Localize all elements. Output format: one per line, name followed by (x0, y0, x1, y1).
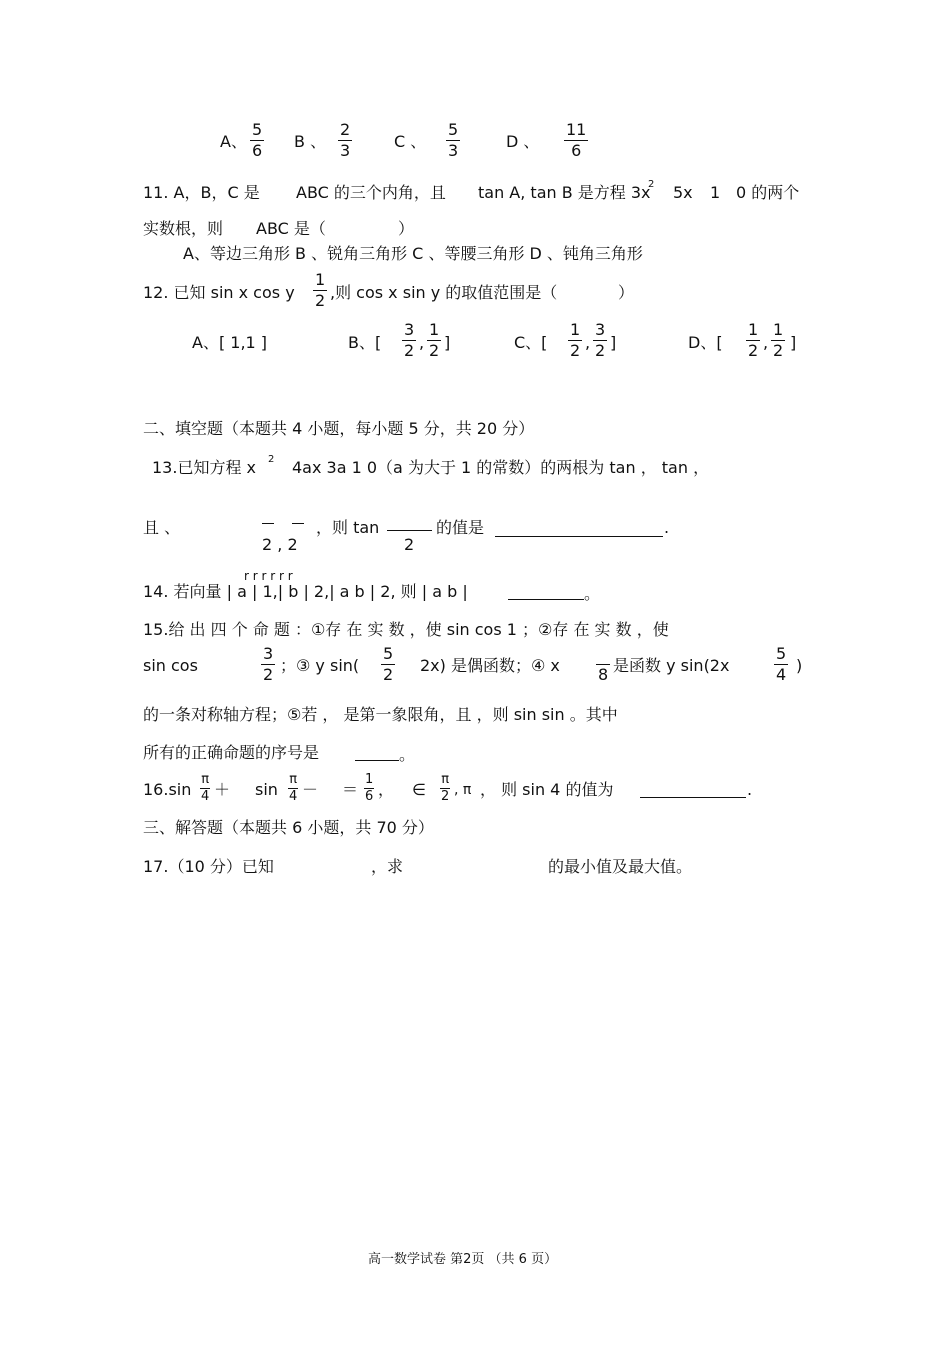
q16-minus: － (302, 780, 319, 799)
q10-option-c-label: C 、 (394, 132, 427, 151)
q13-fraction-bar-1 (262, 523, 274, 524)
q12-option-c-comma: , (585, 333, 591, 352)
q10-option-d-fraction: 11 6 (566, 120, 587, 160)
q12-option-b-label: B、[ (348, 333, 382, 352)
q15-line-3: 的一条对称轴方程；⑤若 ， 是第一象限角，且 ，则 sin sin 。其中 (143, 705, 618, 724)
q16-element-of: ∈ (412, 780, 426, 799)
q11-options: A、等边三角形 B 、锐角三角形 C 、等腰三角形 D 、钝角三角形 (183, 244, 643, 263)
q12-option-a: A、[ 1,1 ] (192, 333, 268, 352)
q16-sin-2: sin (255, 780, 278, 799)
q11-line2-close: ） (398, 219, 415, 238)
q12-option-b-close: ] (444, 333, 451, 352)
q15-line-4: 所有的正确命题的序号是 (143, 743, 320, 762)
q13-stem-start: 13.已知方程 x (152, 458, 257, 477)
q12-option-d-label: D、[ (688, 333, 723, 352)
q12-option-c-fraction-2: 3 2 (595, 320, 606, 360)
q16-answer-blank (640, 797, 746, 798)
q12-stem-fraction: 1 2 (315, 270, 326, 310)
q16-stem: ， 则 sin 4 的值为 (480, 780, 614, 799)
q17-objective: 的最小值及最大值。 (548, 857, 693, 876)
q16-comma: ， (378, 780, 395, 799)
q11-term-5x: 5x (673, 183, 693, 202)
q14-vector-marks: r r r r r r (244, 569, 293, 583)
q13-line2-start: 且 、 (143, 518, 181, 537)
q15-line2-close: ) (796, 656, 803, 675)
q12-option-c-fraction-1: 1 2 (570, 320, 581, 360)
q16-fraction-pi-4-a: π 4 (201, 772, 210, 804)
q16-fraction-1-6: 1 6 (365, 772, 374, 804)
q12-option-d-fraction-2: 1 2 (773, 320, 784, 360)
q10-option-a-label: A、 (220, 132, 247, 151)
q13-line2-value: 的值是 (436, 518, 485, 537)
q12-option-b-fraction-1: 3 2 (404, 320, 415, 360)
q16-plus: ＋ (214, 780, 231, 799)
q15-line4-end: 。 (399, 745, 416, 764)
q11-stem-triangle: ABC 的三个内角，且 (296, 183, 446, 202)
q10-option-b-fraction: 2 3 (340, 120, 351, 160)
q16-interval-end: , π (454, 782, 472, 798)
q12-option-d-fraction-1: 1 2 (748, 320, 759, 360)
q13-line2-period: . (664, 518, 670, 537)
q13-line2-denominators: 2 , 2 (262, 535, 298, 554)
q17-find: ，求 (371, 857, 404, 876)
section-2-heading: 二、填空题（本题共 4 小题，每小题 5 分，共 20 分） (143, 419, 535, 438)
q12-option-b-comma: , (419, 333, 425, 352)
q12-stem-start: 12. 已知 sin x cos y (143, 283, 295, 302)
q16-fraction-pi-4-b: π 4 (289, 772, 298, 804)
q11-term-1: 1 (710, 183, 721, 202)
q15-line2-y: ；③ y sin( (280, 656, 360, 675)
q14-stem: 14. 若向量 | a | 1,| b | 2,| a b | 2, 则 | a b | (143, 582, 468, 601)
q14-end: 。 (584, 584, 601, 603)
q13-answer-blank (495, 536, 663, 537)
q13-superscript: 2 (268, 454, 275, 465)
q15-fraction-2: 5 2 (383, 644, 394, 684)
q13-stem-rest: 4ax 3a 1 0（a 为大于 1 的常数）的两根为 tan ， tan ， (292, 458, 710, 477)
q12-option-b-fraction-2: 1 2 (429, 320, 440, 360)
q11-stem-equation: tan A, tan B 是方程 3x (478, 183, 651, 202)
q15-line-1: 15.给 出 四 个 命 题 ：①存 在 实 数 ，使 sin cos 1 ；②存 在 实 数 ，使 (143, 620, 669, 639)
section-3-heading: 三、解答题（本题共 6 小题，共 70 分） (143, 818, 434, 837)
q15-fraction-4: 5 4 (776, 644, 787, 684)
q10-option-a-fraction: 5 6 (252, 120, 263, 160)
q11-stem-start: 11. A，B，C 是 (143, 183, 260, 202)
q11-superscript: 2 (648, 179, 655, 190)
q12-option-d-close: ] (790, 333, 797, 352)
q10-option-b-label: B 、 (294, 132, 327, 151)
q13-line2-tan: ，则 tan (316, 518, 380, 537)
q14-answer-blank (508, 599, 584, 600)
q15-line2-func: 是函数 y sin(2x (613, 656, 730, 675)
q10-option-c-fraction: 5 3 (448, 120, 459, 160)
q16-end: . (747, 780, 753, 799)
q12-stem-close: ） (618, 283, 635, 302)
q17-given: 17.（10 分）已知 (143, 857, 274, 876)
q11-line2-abc: ABC 是（ (256, 219, 326, 238)
q12-option-c-close: ] (610, 333, 617, 352)
q15-answer-blank (355, 760, 399, 761)
q15-fraction-1: 3 2 (263, 644, 274, 684)
q12-stem-middle: ,则 cos x sin y 的取值范围是（ (330, 283, 558, 302)
q12-option-d-comma: , (763, 333, 769, 352)
q15-line2-start: sin cos (143, 656, 198, 675)
q15-line2-even: 2x) 是偶函数；④ x (420, 656, 560, 675)
page-footer: 高一数学试卷 第2页 （共 6 页） (368, 1252, 558, 1267)
q16-sin-1: 16.sin (143, 780, 192, 799)
q11-line2-start: 实数根，则 (143, 219, 224, 238)
q15-fraction-3: 8 (598, 665, 609, 684)
q16-fraction-pi-2: π 2 (441, 772, 450, 804)
q13-line2-denominator: 2 (404, 535, 415, 554)
q13-fraction-bar-3 (387, 530, 432, 531)
q16-equals: ＝ (342, 780, 359, 799)
q11-term-0: 0 的两个 (736, 183, 800, 202)
q13-fraction-bar-2 (292, 523, 304, 524)
q10-option-d-label: D 、 (506, 132, 540, 151)
q12-option-c-label: C、[ (514, 333, 548, 352)
